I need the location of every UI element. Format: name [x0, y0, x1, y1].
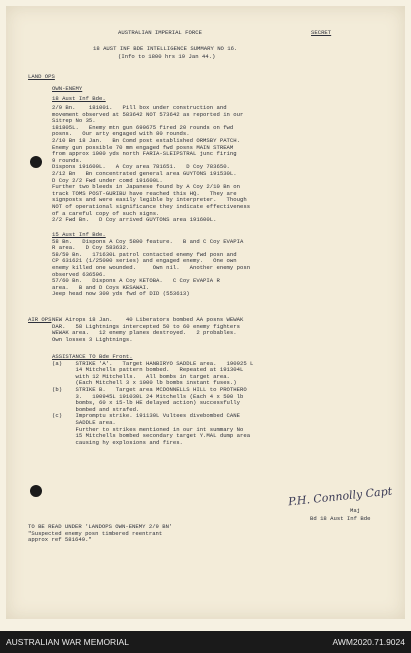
signature-rank: Maj — [350, 507, 361, 514]
section-own-enemy: OWN-ENEMY — [52, 85, 83, 92]
document-subtitle: (Info to 1800 hrs 19 Jan 44.) — [118, 53, 216, 60]
text-line: observed 636596. — [52, 270, 106, 278]
text-line: 2/10 Bn 18 Jan. Bn Comd post established ORMSBY PATCH. — [52, 136, 240, 144]
text-line: (c) Impromptu strike. 191130L Vultees divebombed CANE — [52, 412, 240, 420]
text-line: 58/59 Bn. 171630L patrol contacted enemy fwd posn and — [52, 250, 237, 258]
text-line: track TOMS POST-GURIBU have reached this HQ. They are — [52, 189, 237, 197]
text-line: 181805L. Enemy mtn gun 690675 fired 20 rounds on fwd — [52, 123, 234, 131]
text-line: with 12 Mitchells. All bombs in target area. — [52, 372, 230, 380]
text-line: 14 Mitchells pattern bombed. Repeated at 191304L — [52, 366, 244, 374]
section-air-ops: AIR OPS — [28, 316, 52, 323]
punch-hole — [30, 485, 42, 497]
text-line: "Suspected enemy posn timbered reentrant — [28, 529, 163, 537]
land-ops-paragraphs — [52, 105, 250, 224]
archive-footer — [0, 631, 411, 653]
text-line: DAR. 58 Lightnings intercepted 50 to 60 enemy fighters — [52, 322, 240, 330]
text-line: Own losses 3 Lightnings. — [52, 335, 133, 343]
text-line: Further to strikes mentioned in our int summary No — [52, 425, 244, 433]
text-line: 57/60 Bn. Dispons A Coy KETOBA. C Coy EVAPIA R — [52, 277, 220, 285]
text-line: D Coy 2/2 Fwd under comd 191600L. — [52, 176, 163, 184]
handwritten-signature: P.H. Connolly Capt — [287, 484, 393, 509]
text-line: posns. Our arty engaged with 80 rounds. — [52, 130, 190, 138]
assistance-paragraphs — [52, 354, 253, 446]
text-line: NEW Airops 18 Jan. 40 Liberators bombed AA posns WEWAK — [52, 316, 244, 323]
text-line: CP 631621 (1/25000 series) and engaged enemy. One own — [52, 257, 237, 265]
subsection-bde-15: 15 Aust Inf Bde. — [52, 231, 106, 238]
section-land-ops: LAND OPS — [28, 73, 55, 80]
text-line: from approx 1000 yds north FARIA-SLEIPSTRAL junc firing — [52, 150, 237, 158]
signature-unit: Bd 18 Aust Inf Bde — [310, 515, 371, 522]
text-line: movement observed at 583642 NOT 573642 as reported in our — [52, 110, 244, 118]
text-line: (Each Mitchell 3 x 1000 lb bombs instant fuses.) — [52, 379, 237, 387]
archive-reference: AWM2020.71.9024 — [332, 637, 405, 647]
text-line: Enemy gun possible 70 mm engaged fwd posns MAIN STREAM — [52, 143, 234, 151]
text-line: Further two bleeds in Japanese found by A Coy 2/10 Bn on — [52, 183, 240, 191]
text-line: bombed and strafed. — [52, 405, 140, 413]
text-line: (a) STRIKE 'A'. Target HANBIRYO SADDLE area. 190925 L — [52, 359, 254, 367]
text-line: Dispons 191600L. A Coy area 781651. D Coy 783650. — [52, 163, 230, 171]
footnote — [28, 524, 172, 544]
second-bde-paragraphs — [52, 232, 250, 298]
force-heading: AUSTRALIAN IMPERIAL FORCE — [118, 29, 202, 36]
subsection-bde: 18 Aust Inf Bde. — [52, 95, 106, 102]
text-line: 58 Bn. Dispons A Coy 5800 feature. B and C Coy EVAPIA — [52, 237, 244, 245]
text-line: SADDLE area. — [52, 418, 116, 426]
text-line: Sitrep No 35. — [52, 117, 96, 125]
text-line: WEWAK area. 12 enemy planes destroyed. 2 probables. — [52, 329, 237, 337]
text-line: NOT of operational significance they indicate effectiveness — [52, 202, 251, 210]
classification-label: SECRET — [311, 29, 332, 36]
text-line: 15 Mitchells bombed secondary target Y.MAL dump area — [52, 432, 251, 440]
subsection-assistance: ASSISTANCE TO Bde Front. — [52, 353, 133, 360]
air-ops-paragraph — [52, 317, 243, 343]
text-line: signposts and were easily legible by interpreter. Though — [52, 196, 247, 204]
text-line: 2/2 Fwd Bn. D Coy arrived GUYTONS area 191600L. — [52, 216, 217, 224]
text-line: causing hy explosions and fires. — [52, 438, 183, 446]
text-line: enemy killed one wounded. Own nil. Another enemy posn — [52, 263, 251, 271]
text-line: area. B and D Coys KESAWAI. — [52, 283, 150, 291]
archive-source: AUSTRALIAN WAR MEMORIAL — [6, 637, 129, 647]
text-line: approx ref 581649." — [28, 536, 92, 544]
text-line: bombs, 60 x 15-lb HE delayed action) successfully — [52, 399, 240, 407]
text-line: Jeep head now 300 yds fwd of DID (553613) — [52, 290, 190, 298]
document-page — [6, 6, 405, 619]
text-line: R area. D Coy 583632. — [52, 244, 130, 252]
text-line: 9 rounds. — [52, 156, 83, 164]
text-line: 2/12 Bn Bn concentrated general area GUYTONS 191530L. — [52, 169, 237, 177]
document-title: 18 AUST INF BDE INTELLIGENCE SUMMARY NO 16. — [93, 45, 238, 52]
text-line: 3. 190945L 191030L 24 Mitchells (Each 4 x 500 lb — [52, 392, 244, 400]
text-line: TO BE READ UNDER 'LANDOPS OWN-ENEMY 2/9 BN' — [28, 523, 173, 530]
text-line: of a careful copy of such signs. — [52, 209, 160, 217]
text-line: 2/9 Bn. 181001. Pill box under construction and — [52, 104, 227, 111]
text-line: (b) STRIKE B. Target area MCDONNELLS HILL to PROTHERO — [52, 385, 247, 393]
punch-hole — [30, 156, 42, 168]
